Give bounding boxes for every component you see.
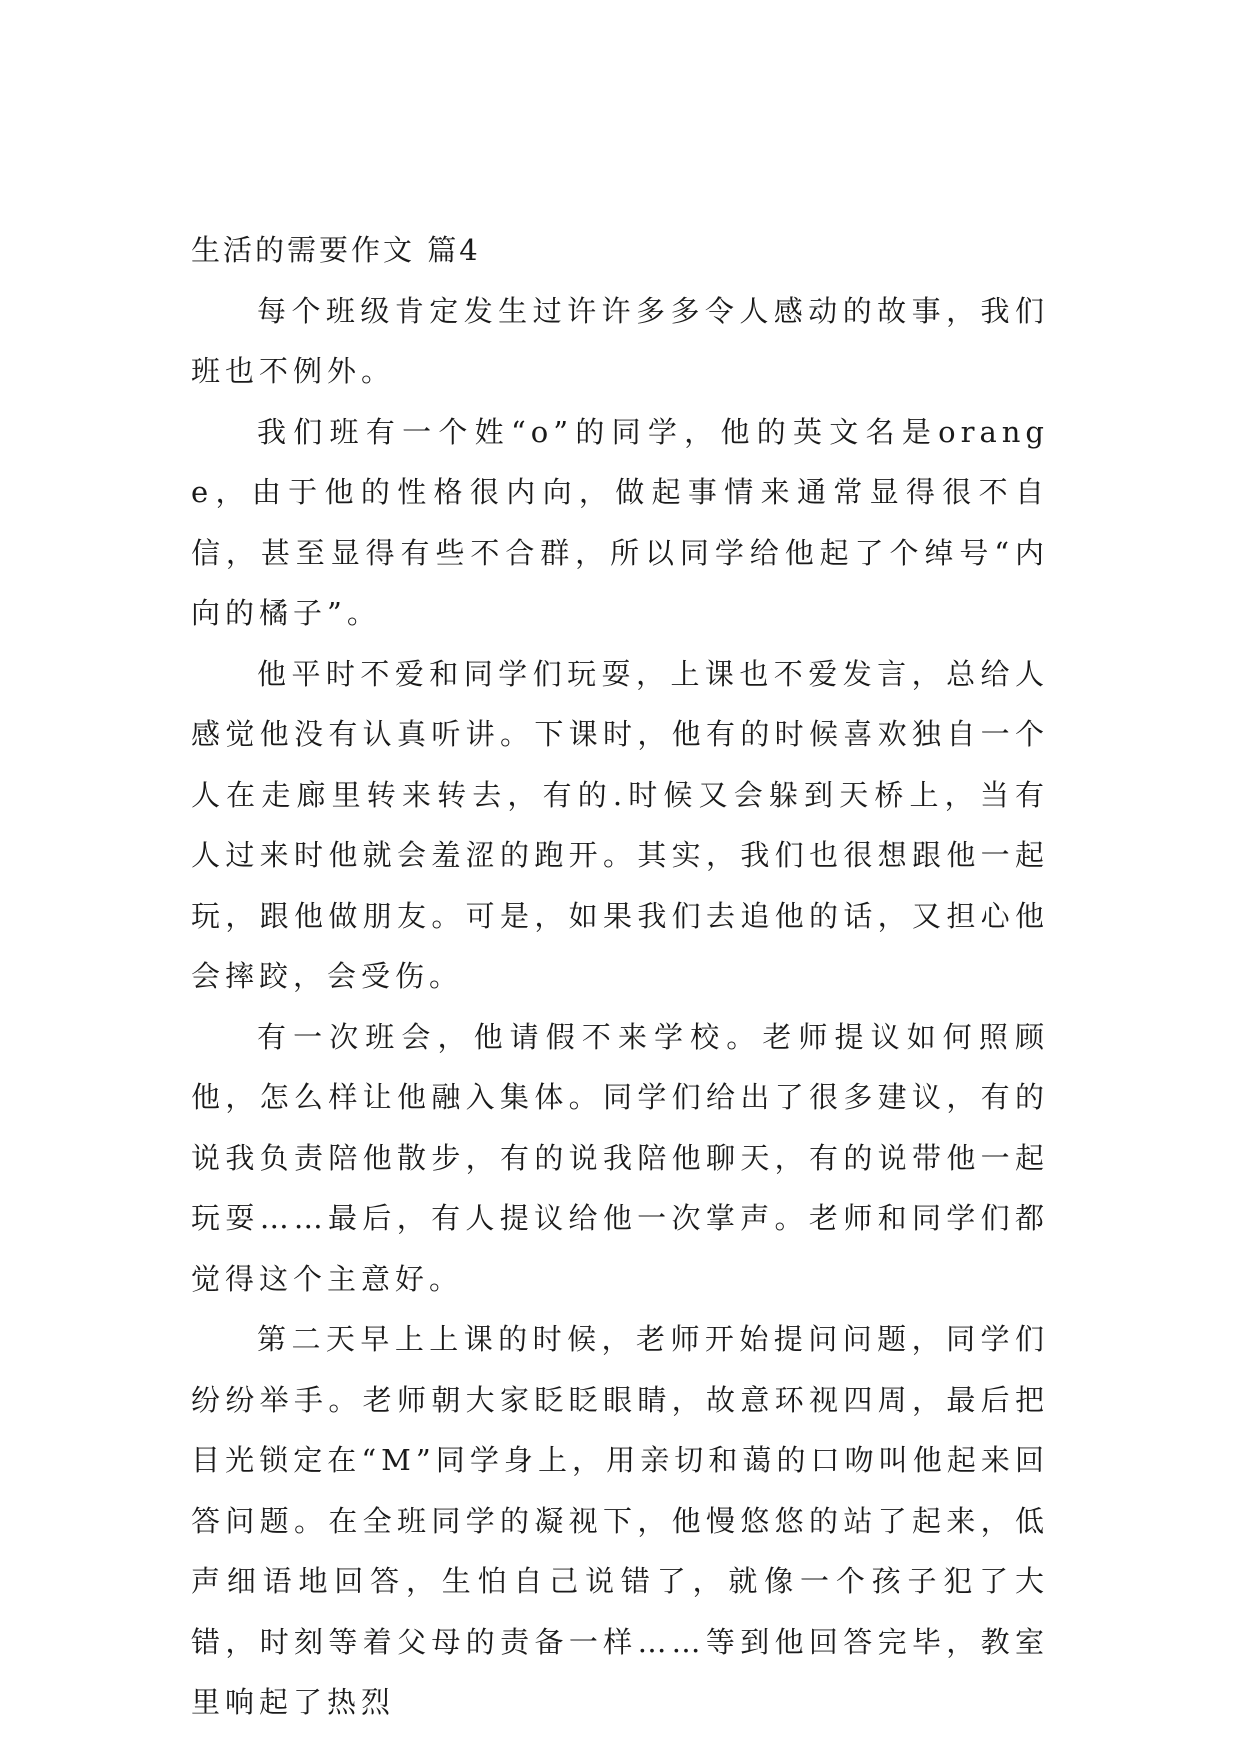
paragraph-5: 第二天早上上课的时候，老师开始提问问题，同学们纷纷举手。老师朝大家眨眨眼睛，故意环视四周，最后把目光锁定在“M”同学身上，用亲切和蔼的口吻叫他起来回答问题。在全班同学的凝视下，他慢悠悠的站了起来，低声细语地回答，生怕自己说错了，就像一个孩子犯了大错，时刻等着父母的责备一样……等到他回答完毕，教室里响起了热烈 <box>191 1322 1049 1719</box>
paragraph-2: 我们班有一个姓“o”的同学，他的英文名是orange，由于他的性格很内向，做起事情来通常显得很不自信，甚至显得有些不合群，所以同学给他起了个绰号“内向的橘子”。 <box>191 414 1049 630</box>
paragraph-4: 有一次班会，他请假不来学校。老师提议如何照顾他，怎么样让他融入集体。同学们给出了很多建议，有的说我负责陪他散步，有的说我陪他聊天，有的说带他一起玩耍……最后，有人提议给他一次掌声。老师和同学们都觉得这个主意好。 <box>191 1019 1049 1296</box>
document-title: 生活的需要作文 篇4 <box>191 233 481 267</box>
document-body <box>191 220 1049 1733</box>
paragraph-3: 他平时不爱和同学们玩耍，上课也不爱发言，总给人感觉他没有认真听讲。下课时，他有的时候喜欢独自一个人在走廊里转来转去，有的.时候又会躲到天桥上，当有人过来时他就会羞涩的跑开。其实，我们也很想跟他一起玩，跟他做朋友。可是，如果我们去追他的话，又担心他会摔跤，会受伤。 <box>191 656 1049 993</box>
paragraph-1: 每个班级肯定发生过许许多多令人感动的故事，我们班也不例外。 <box>191 293 1049 388</box>
